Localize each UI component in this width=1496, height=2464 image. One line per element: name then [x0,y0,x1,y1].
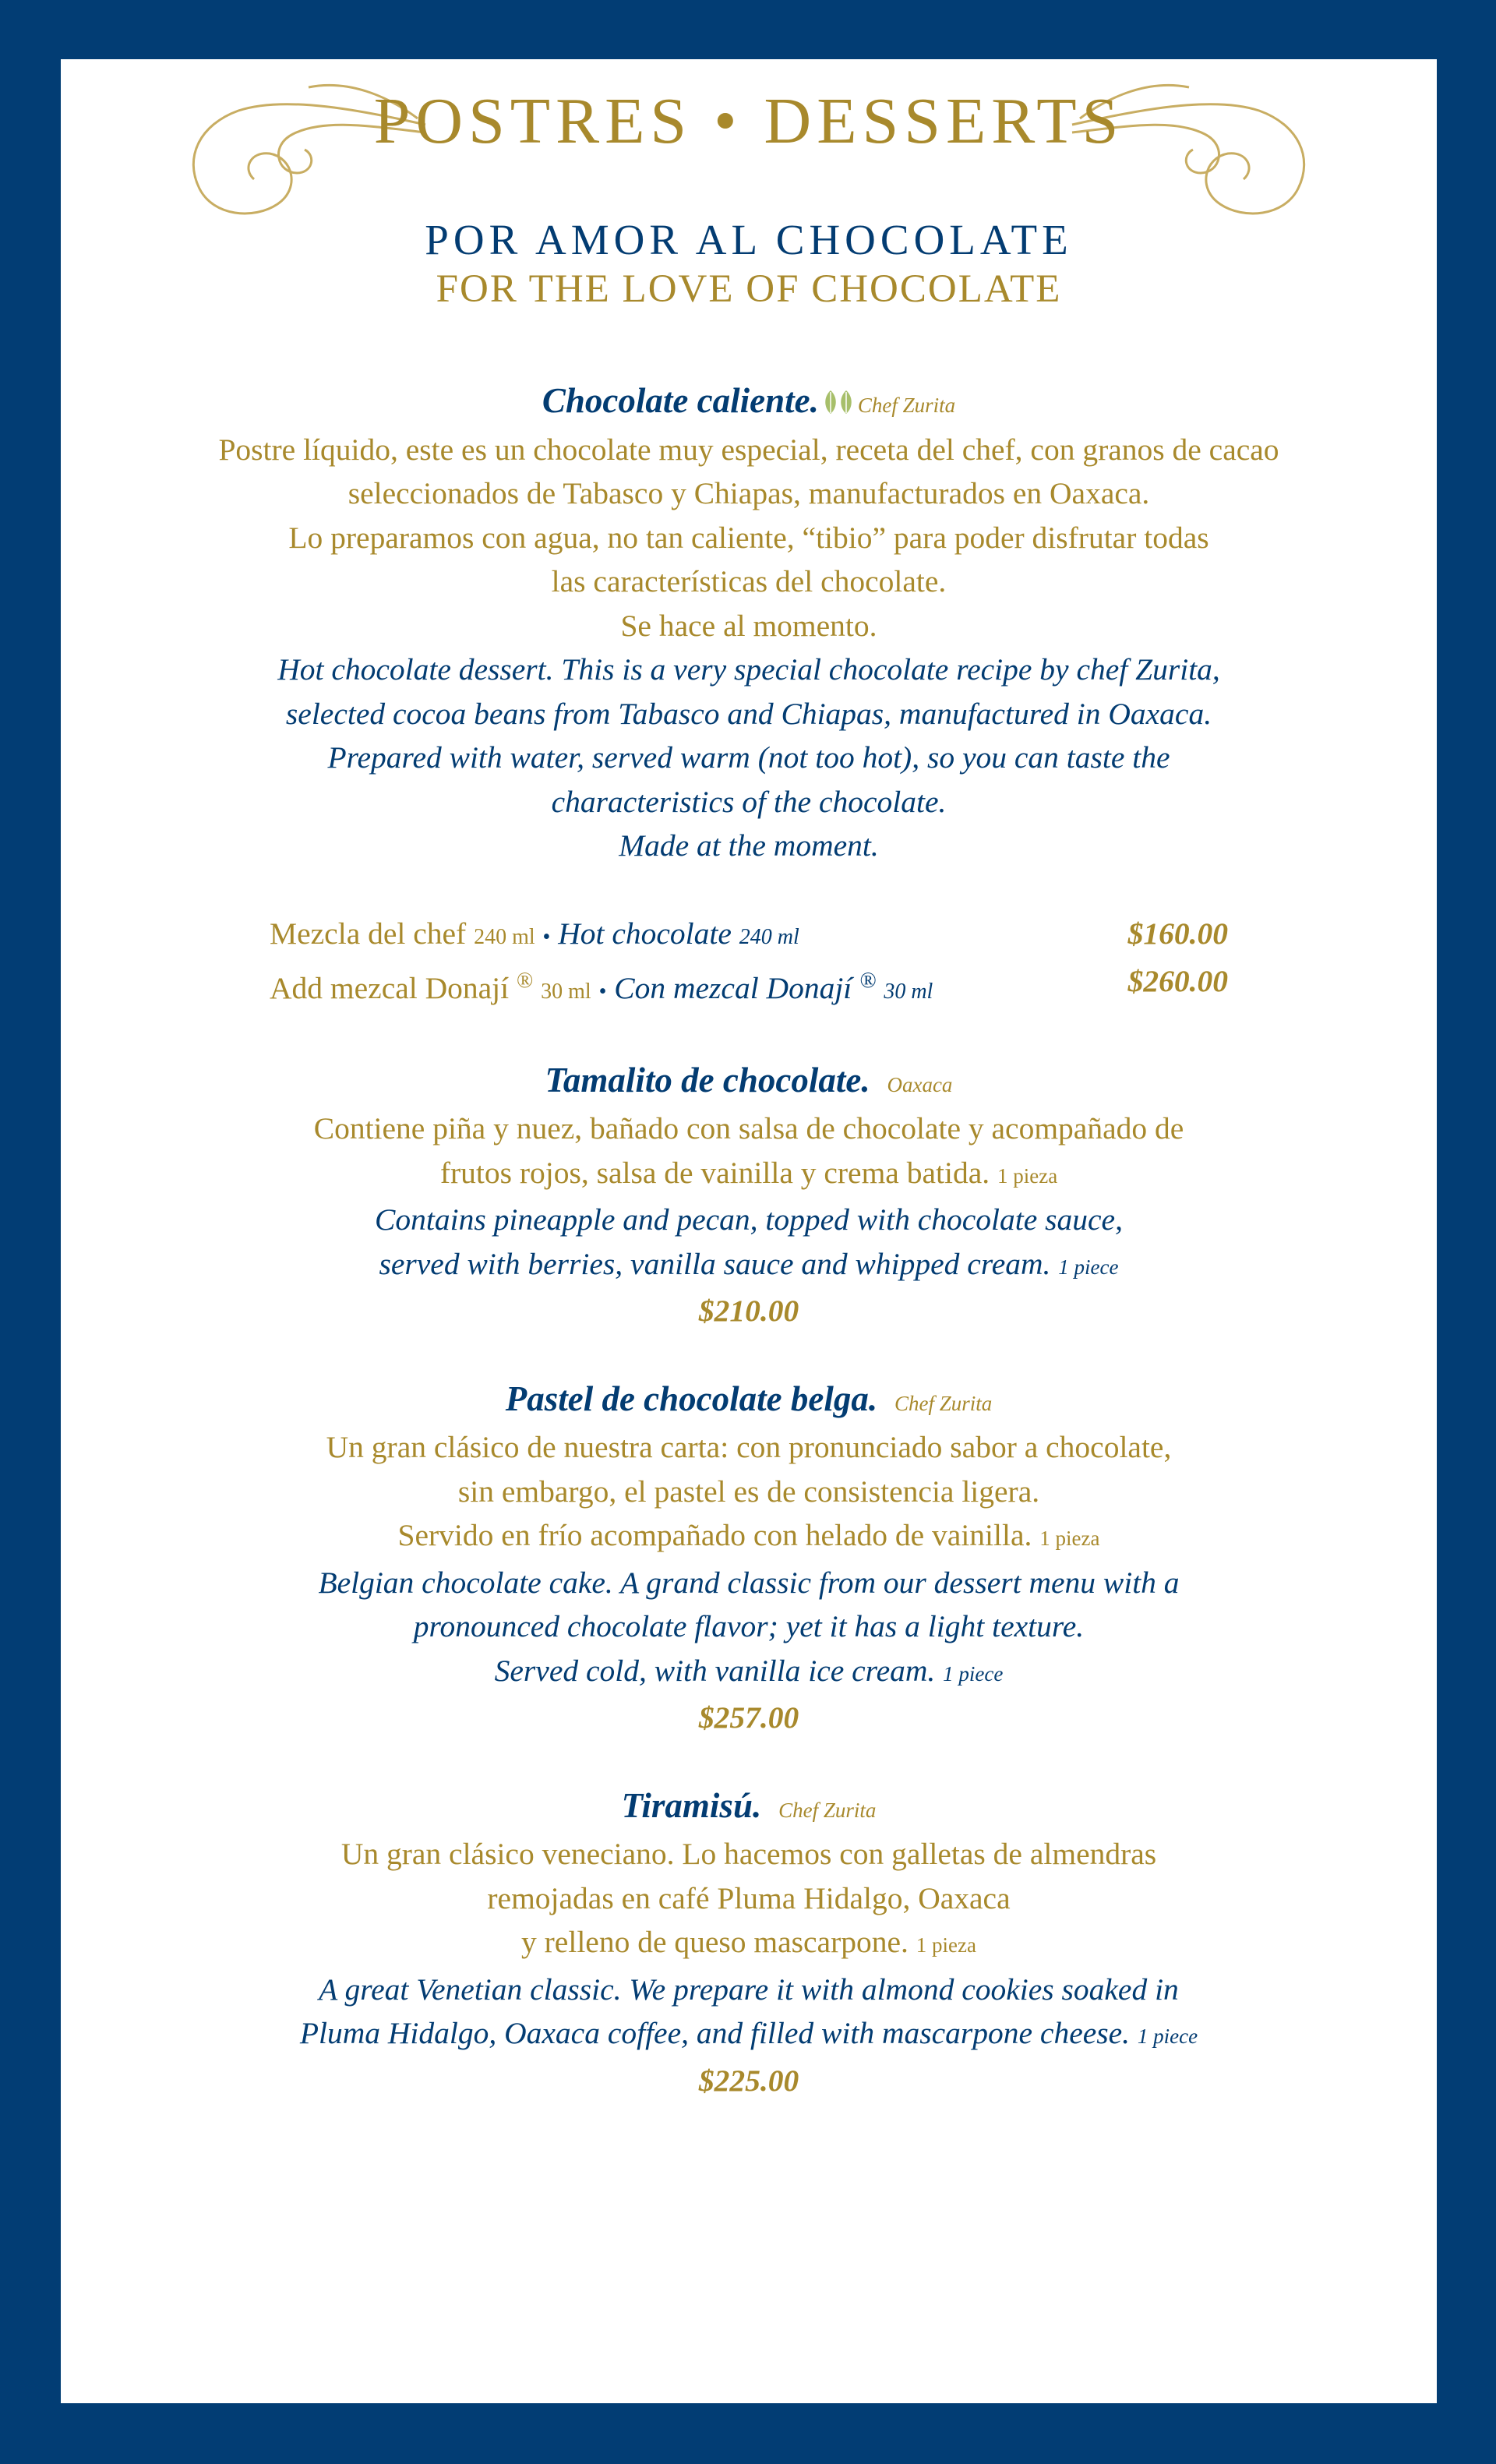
option-en: Hot chocolate [558,916,732,951]
description-en-line [61,1649,1437,1696]
description-es-line: las características del chocolate. [551,564,947,598]
description-en-line: Belgian chocolate cake. A grand classic from our dessert menu with a [318,1565,1180,1600]
item-note: Chef Zurita [857,394,956,417]
description-text: Served cold, with vanilla ice cream. [494,1653,936,1688]
description-text: served with berries, vanilla sauce and whipped cream. [379,1246,1051,1281]
option-price: $160.00 [1127,916,1228,951]
section-title-en: FOR THE LOVE OF CHOCOLATE [436,267,1062,311]
quantity-label: 1 pieza [1039,1527,1100,1551]
menu-item-chocolate-caliente [61,379,1437,868]
description-es-line: remojadas en café Pluma Hidalgo, Oaxaca [487,1880,1011,1915]
description-text: y relleno de queso mascarpone. [521,1925,909,1960]
description-en-line [61,2011,1437,2059]
description-es-line: Un gran clásico veneciano. Lo hacemos con galletas de almendras [340,1837,1157,1872]
description-es-line: Contiene piña y nuez, bañado con salsa de chocolate y acompañado de [313,1111,1184,1146]
menu-item-pastel-belga [61,1377,1437,1740]
quantity-label: 1 piece [943,1661,1004,1686]
registered-mark: ® [859,969,877,993]
item-note: Chef Zurita [894,1391,993,1415]
price-option-row [270,912,1228,960]
description-es-line: Se hace al momento. [620,608,877,643]
menu-item-tiramisu [61,1784,1437,2103]
menu-page [61,59,1437,2403]
option-description [270,912,799,960]
description-en-line: Prepared with water, served warm (not too hot), so you can taste the [327,740,1170,775]
description-es-line [61,1513,1437,1561]
menu-item-tamalito [61,1058,1437,1333]
item-price: $225.00 [698,2063,799,2098]
description-text: Servido en frío acompañado con helado de vainilla. [397,1518,1032,1553]
quantity-label: 1 piece [1058,1255,1119,1279]
option-es: Add mezcal Donají [270,971,510,1006]
option-en: Con mezcal Donají [614,971,852,1006]
registered-mark: ® [516,969,534,993]
option-price: $260.00 [1127,964,1228,998]
option-en-qty: 30 ml [884,980,933,1004]
description-es-line: Lo preparamos con agua, no tan caliente, “tibio” para poder disfrutar todas [288,520,1209,555]
description-en-line: selected cocoa beans from Tabasco and Chiapas, manufactured in Oaxaca. [285,696,1212,731]
description-en-line: Contains pineapple and pecan, topped with chocolate sauce, [375,1202,1123,1237]
description-text: frutos rojos, salsa de vainilla y crema batida. [439,1155,990,1190]
option-es-qty: 240 ml [474,924,535,949]
description-es-line: seleccionados de Tabasco y Chiapas, manufacturados en Oaxaca. [348,476,1150,510]
description-es-line: sin embargo, el pastel es de consistencia ligera. [457,1474,1040,1509]
item-note: Oaxaca [887,1072,953,1096]
item-name: Pastel de chocolate belga. [505,1378,878,1418]
item-name: Tamalito de chocolate. [545,1060,870,1100]
quantity-label: 1 pieza [997,1163,1058,1188]
option-separator: • [542,924,551,949]
quantity-label: 1 piece [1137,2025,1198,2049]
description-en-line: pronounced chocolate flavor; yet it has a light texture. [413,1609,1085,1644]
item-note: Chef Zurita [778,1798,877,1822]
description-es-line: Un gran clásico de nuestra carta: con pronunciado sabor a chocolate, [326,1430,1172,1465]
option-es: Mezcla del chef [270,916,467,951]
description-en-line: Hot chocolate dessert. This is a very special chocolate recipe by chef Zurita, [277,652,1220,687]
section-title-es: POR AMOR AL CHOCOLATE [425,216,1073,263]
menu-title: POSTRES • DESSERTS [373,85,1124,157]
description-es-line [61,1920,1437,1968]
description-en-line [61,1242,1437,1290]
description-text: Pluma Hidalgo, Oaxaca coffee, and filled with mascarpone cheese. [299,2016,1131,2051]
item-name: Chocolate caliente. [542,381,819,420]
menu-content [61,379,1437,2146]
price-option-row [270,959,1228,1015]
option-description [270,959,933,1015]
option-separator: • [598,980,607,1004]
item-name: Tiramisú. [621,1785,762,1825]
item-price: $257.00 [698,1700,799,1735]
description-en-line: Made at the moment. [619,828,879,863]
option-es-qty: 30 ml [541,980,591,1004]
description-en-line: A great Venetian classic. We prepare it with almond cookies soaked in [319,1972,1179,2007]
description-en-line: characteristics of the chocolate. [551,784,947,819]
option-en-qty: 240 ml [739,924,799,949]
leaf-icon [822,389,855,415]
item-price: $210.00 [698,1294,799,1329]
quantity-label: 1 pieza [916,1933,976,1957]
description-es-line: Postre líquido, este es un chocolate muy especial, receta del chef, con granos de cacao [218,432,1279,467]
description-es-line [61,1151,1437,1198]
price-options [270,912,1228,1015]
